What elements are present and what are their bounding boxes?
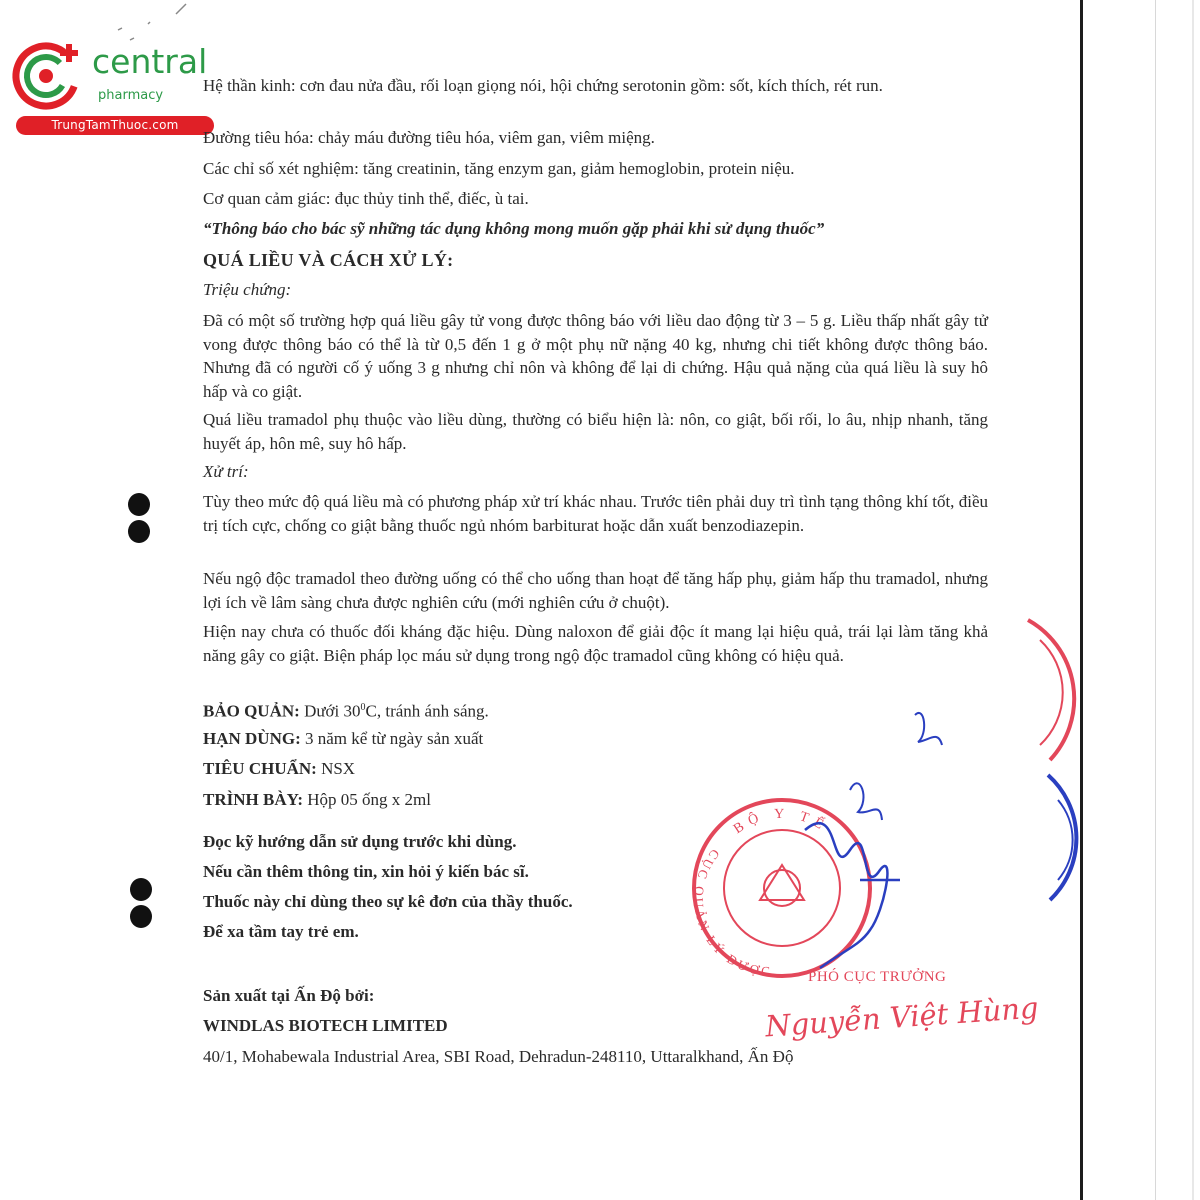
standard-value: NSX (316, 759, 356, 778)
logo-name: central (92, 42, 208, 81)
warning-ask-doctor: Nếu cần thêm thông tin, xin hỏi ý kiến bác sĩ. (203, 862, 529, 881)
symptoms-paragraph-1: Đã có một số trường hợp quá liều gây tử vong được thông báo với liều dao động từ 3 – 5 g. Liều thấp nhất gây tử vong được thông báo có thể là từ 0,5 đến 1 g ở một phụ nữ nặng 40 kg, nhưng chi tiết không được thông báo. Nhưng đã có người cố ý uống 3 g nhưng chỉ nôn và không để lại di chứng. Hậu quả nặng của quá liều là suy hô hấp và co giật. (203, 311, 988, 401)
logo-subtitle: pharmacy (98, 88, 164, 103)
shelf-life-label: HẠN DÙNG: (203, 729, 301, 748)
initial-mark-icon (915, 713, 942, 745)
manufacturer-name: WINDLAS BIOTECH LIMITED (203, 1016, 448, 1035)
signer-name: Nguyễn Việt Hùng (764, 990, 1040, 1044)
storage-value: Dưới 30 (299, 701, 361, 721)
side-effect-digestive: Đường tiêu hóa: chảy máu đường tiêu hóa, viêm gan, viêm miệng. (203, 128, 655, 147)
warning-read-instructions: Đọc kỹ hướng dẫn sử dụng trước khi dùng. (203, 832, 517, 851)
initial-mark-icon (850, 783, 882, 820)
treatment-paragraph-3: Hiện nay chưa có thuốc đối kháng đặc hiệu. Dùng naloxon để giải độc ít mang lại hiệu quả, trái lại làm tăng khả năng gây co giật. Biện pháp lọc máu sử dụng trong ngộ độc tramadol cũng không có hiệu quả. (203, 622, 988, 665)
packaging-label: TRÌNH BÀY: (203, 790, 303, 809)
storage-label: BẢO QUẢN: (203, 701, 300, 721)
manufacturer-label: Sản xuất tại Ấn Độ bởi: (203, 986, 375, 1005)
treatment-paragraph-1: Tùy theo mức độ quá liều mà có phương pháp xử trí khác nhau. Trước tiên phải duy trì tình tạng thông khí tốt, điều trị tích cực, chống co giật bằng thuốc ngủ nhóm barbiturat hoặc dẫn xuất benzodiazepin. (203, 492, 988, 535)
symptoms-label: Triệu chứng: (203, 280, 292, 299)
standard-label: TIÊU CHUẨN: (203, 759, 317, 778)
symptoms-paragraph-2: Quá liều tramadol phụ thuộc vào liều dùng, thường có biểu hiện là: nôn, co giật, bối rối, lo âu, nhịp nhanh, tăng huyết áp, hôn mê, suy hô hấp. (203, 410, 988, 453)
svg-text:BỘ Y TẾ (731, 807, 832, 837)
signer-role: PHÓ CỤC TRƯỞNG (808, 969, 947, 985)
treatment-paragraph-2: Nếu ngộ độc tramadol theo đường uống có thể cho uống than hoạt để tăng hấp phụ, giảm hấp thu tramadol, nhưng lợi ích về lâm sàng chưa được nghiên cứu (mới nghiên cứu ở chuột). (203, 569, 988, 612)
stamp-ring-top: BỘ Y TẾ (731, 806, 831, 838)
warning-prescription-only: Thuốc này chỉ dùng theo sự kê đơn của thầy thuốc. (203, 892, 573, 911)
storage-value-end: C, tránh ánh sáng. (365, 701, 489, 721)
side-effect-sensory: Cơ quan cảm giác: đục thủy tinh thể, điếc, ù tai. (203, 189, 529, 208)
shelf-life-value: 3 năm kể từ ngày sản xuất (300, 729, 484, 748)
stamp-ring-left: CỤC QUẢN LÝ DƯỢC (691, 846, 774, 979)
storage-degree: 0 (360, 702, 366, 713)
side-effect-lab: Các chỉ số xét nghiệm: tăng creatinin, tăng enzym gan, giảm hemoglobin, protein niệu. (203, 159, 795, 178)
partial-stamp-icon (1028, 620, 1074, 760)
scan-speck-icon (118, 4, 186, 40)
overdose-heading: QUÁ LIỀU VÀ CÁCH XỬ LÝ: (203, 250, 454, 270)
logo-url-badge[interactable]: TrungTamThuoc.com (16, 116, 214, 135)
packaging-value: Hộp 05 ống x 2ml (302, 790, 431, 809)
doctor-notice: “Thông báo cho bác sỹ những tác dụng không mong muốn gặp phải khi sử dụng thuốc” (203, 219, 825, 238)
warning-keep-from-children: Để xa tầm tay trẻ em. (203, 922, 359, 941)
signature-icon (805, 823, 900, 968)
manufacturer-address: 40/1, Mohabewala Industrial Area, SBI Road, Dehradun-248110, Uttaralkhand, Ấn Độ (203, 1047, 794, 1066)
treatment-label: Xử trí: (203, 462, 249, 481)
svg-text:CỤC QUẢN LÝ DƯỢC (691, 846, 773, 978)
side-effect-nervous: Hệ thần kinh: cơn đau nửa đầu, rối loạn giọng nói, hội chứng serotonin gồm: sốt, kích thích, rét run. (203, 76, 883, 95)
